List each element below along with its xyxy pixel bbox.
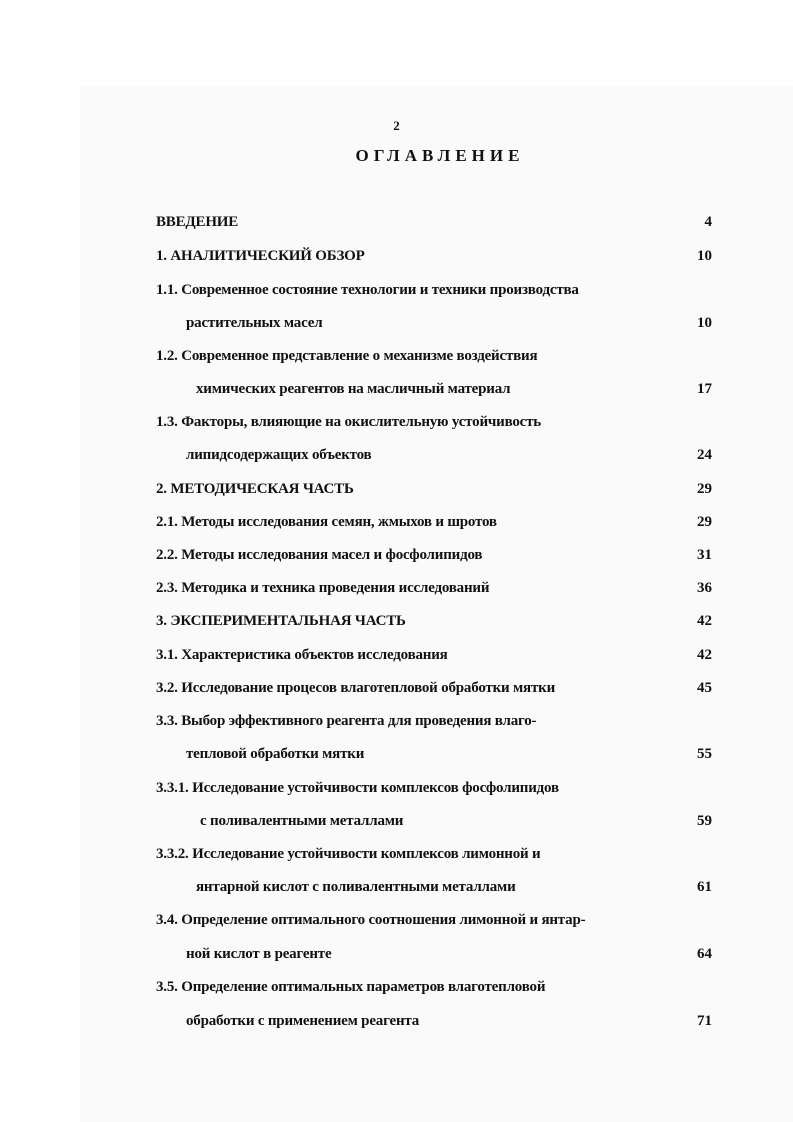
toc-entry-3-4-line1: 3.4. Определение оптимального соотношения лимонной и янтар- (156, 912, 586, 928)
toc-entry-3-3-line2: тепловой обработки мятки (186, 746, 365, 762)
toc-entry-section-1: 1. АНАЛИТИЧЕСКИЙ ОБЗОР (156, 248, 365, 264)
toc-entry-1-2-line1: 1.2. Современное представление о механизме воздействия (156, 348, 538, 364)
page-title: ОГЛАВЛЕНИЕ (355, 146, 525, 165)
toc-entry-3-5-line2: обработки с применением реагента (186, 1013, 420, 1029)
toc-entry-intro: ВВЕДЕНИЕ (156, 214, 239, 230)
toc-page-1-3: 24 (697, 447, 712, 463)
toc-entry-1-3-line2: липидсодержащих объектов (186, 447, 372, 463)
toc-entry-2-3: 2.3. Методика и техника проведения исследований (156, 580, 490, 596)
toc-entry-section-2: 2. МЕТОДИЧЕСКАЯ ЧАСТЬ (156, 481, 354, 497)
toc-page-3-3: 55 (697, 746, 712, 762)
toc-entry-2-2: 2.2. Методы исследования масел и фосфолипидов (156, 547, 483, 563)
toc-page-3-2: 45 (697, 680, 712, 696)
toc-entry-3-3-1-line1: 3.3.1. Исследование устойчивости комплексов фосфолипидов (156, 780, 559, 796)
toc-page-3-4: 64 (697, 946, 712, 962)
page-number: 2 (393, 118, 400, 133)
toc-entry-3-3-2-line1: 3.3.2. Исследование устойчивости комплексов лимонной и (156, 846, 541, 862)
toc-entry-3-3-2-line2: янтарной кислот с поливалентными металлами (196, 879, 516, 895)
toc-page-intro: 4 (704, 214, 712, 230)
toc-entry-section-3: 3. ЭКСПЕРИМЕНТАЛЬНАЯ ЧАСТЬ (156, 613, 406, 629)
toc-page-section-2: 29 (697, 481, 712, 497)
toc-page-section-1: 10 (697, 248, 712, 264)
toc-page-1-2: 17 (697, 381, 712, 397)
toc-page-3-3-1: 59 (697, 813, 712, 829)
toc-page-3-5: 71 (697, 1013, 712, 1029)
toc-entry-2-1: 2.1. Методы исследования семян, жмыхов и шротов (156, 514, 497, 530)
toc-entry-3-1: 3.1. Характеристика объектов исследования (156, 647, 448, 663)
toc-page-1-1: 10 (697, 315, 712, 331)
toc-entry-3-2: 3.2. Исследование процесов влаготепловой обработки мятки (156, 680, 556, 696)
toc-entry-3-4-line2: ной кислот в реагенте (186, 946, 332, 962)
toc-entry-3-3-line1: 3.3. Выбор эффективного реагента для проведения влаго- (156, 713, 537, 729)
toc-entry-1-1-line1: 1.1. Современное состояние технологии и техники производства (156, 282, 579, 298)
toc-entry-3-3-1-line2: с поливалентными металлами (200, 813, 404, 829)
toc-page-2-3: 36 (697, 580, 712, 596)
toc-page-2-2: 31 (697, 547, 712, 563)
toc-page-section-3: 42 (697, 613, 712, 629)
toc-entry-1-2-line2: химических реагентов на масличный материал (196, 381, 511, 397)
toc-entry-1-3-line1: 1.3. Факторы, влияющие на окислительную устойчивость (156, 414, 542, 430)
toc-entry-3-5-line1: 3.5. Определение оптимальных параметров влаготепловой (156, 979, 546, 995)
toc-page-2-1: 29 (697, 514, 712, 530)
toc-page-3-1: 42 (697, 647, 712, 663)
toc-page-3-3-2: 61 (697, 879, 712, 895)
toc-entry-1-1-line2: растительных масел (186, 315, 323, 331)
